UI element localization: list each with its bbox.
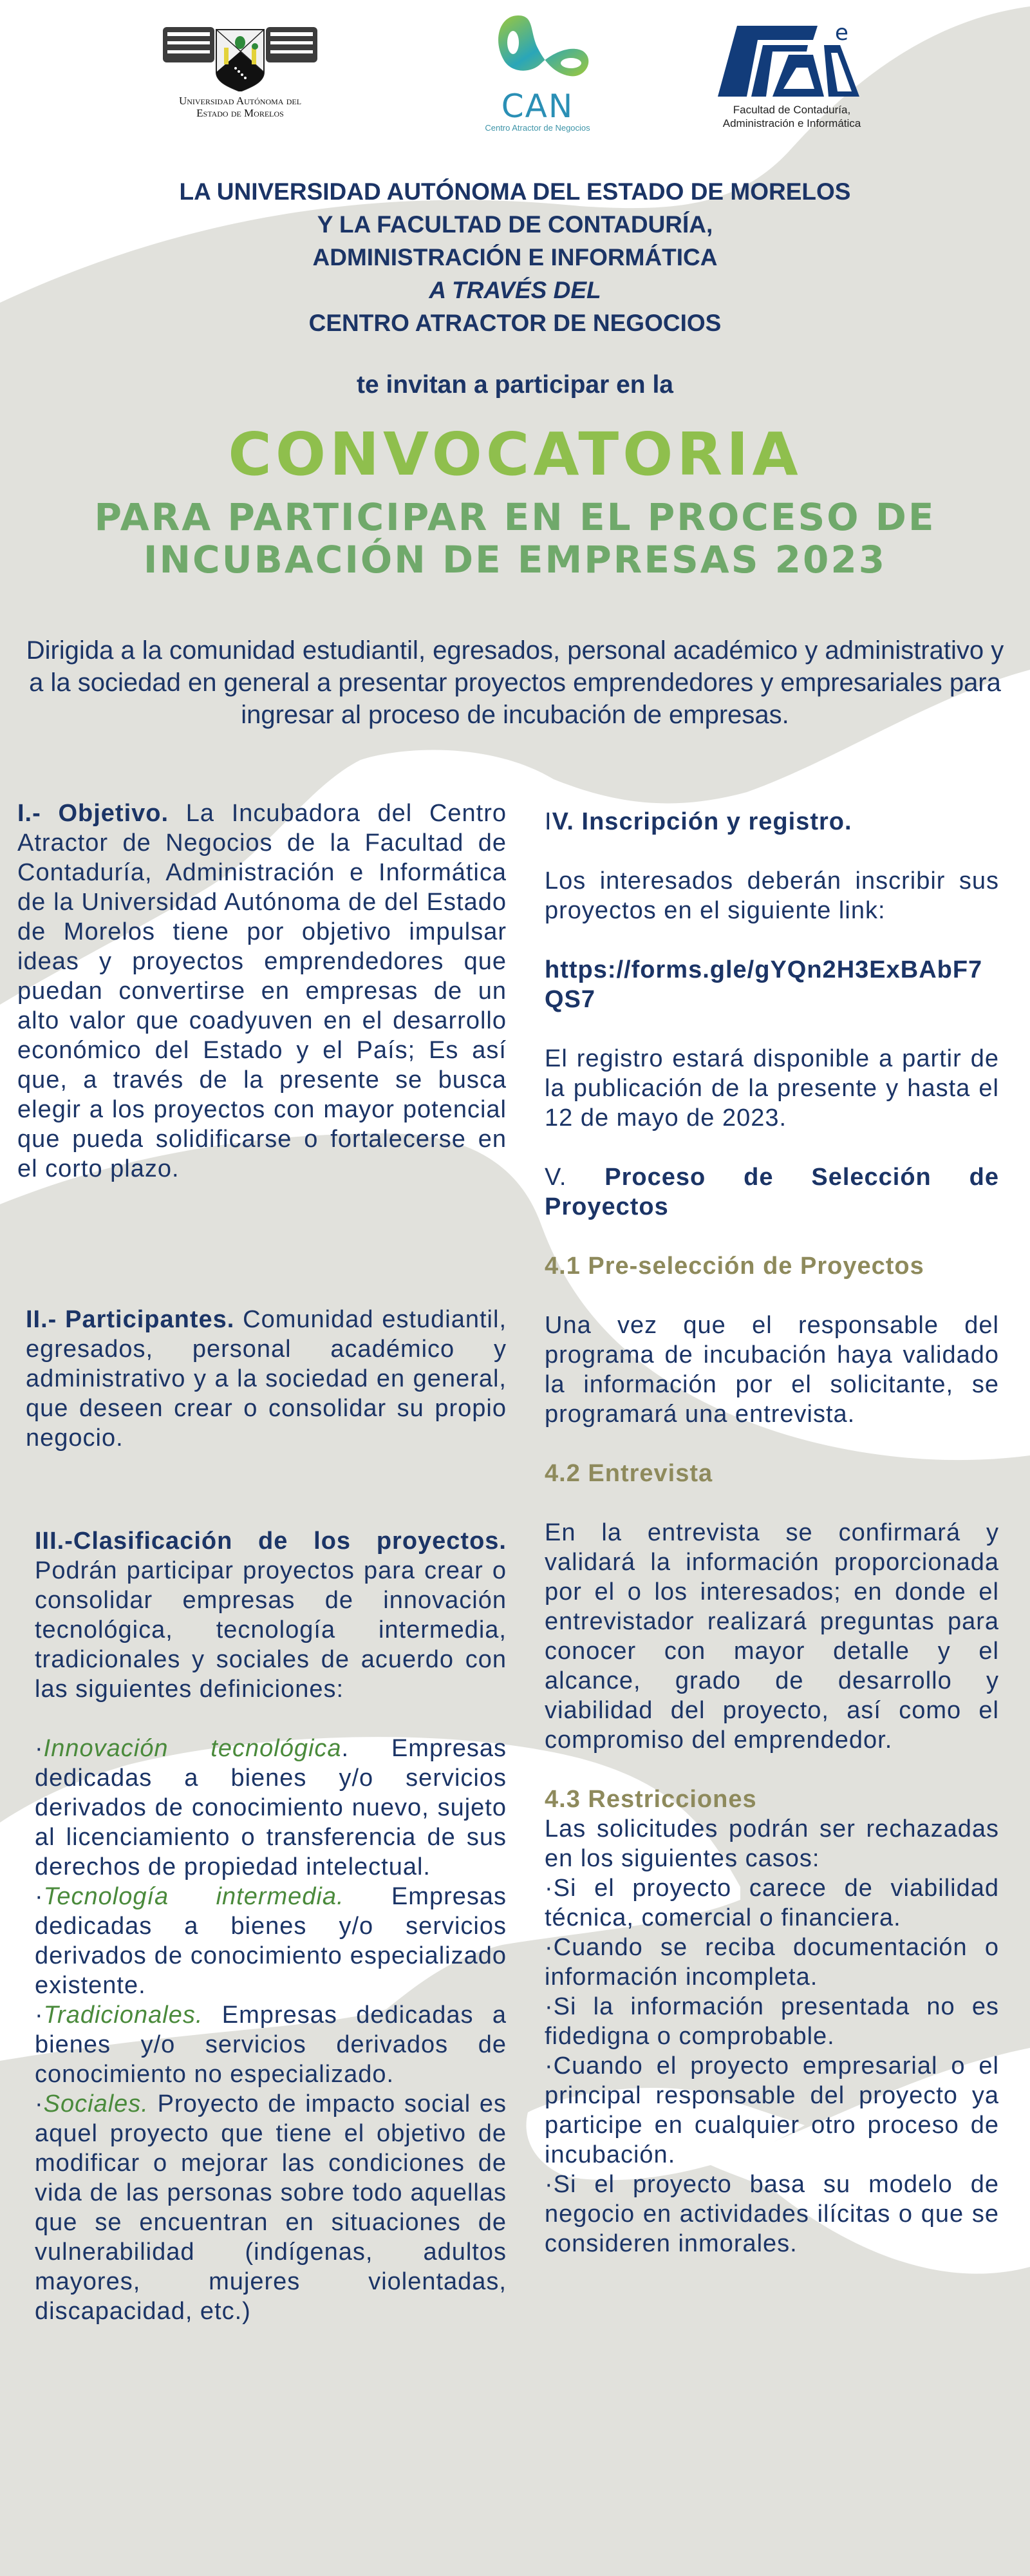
inscripcion-heading: IV. Inscripción y registro. [545, 808, 852, 835]
registration-link[interactable]: https://forms.gle/gYQn2H3ExBAbF7QS7 [545, 956, 983, 1013]
header-line-4: A TRAVÉS DEL [429, 277, 601, 303]
clasificacion-body: Podrán participar proyectos para crear o consolidar empresas de innovación tecnológica, tecnología intermedia, tradicionales y sociales de acuerdo con las siguientes definiciones: [35, 1557, 507, 1703]
objetivo-heading: I.- Objetivo. [17, 800, 169, 827]
list-item: ·Si el proyecto basa su modelo de negocio en actividades ilícitas o que se consideren inmorales. [545, 2171, 999, 2257]
fcaei-caption: Facultad de Contaduría, Administración e Informática [722, 104, 861, 129]
section-objetivo [17, 799, 507, 1184]
can-caption: Centro Atractor de Negocios [485, 123, 590, 133]
can-logo [473, 9, 602, 131]
can-wordmark: CAN [501, 88, 574, 125]
fcaei-mark-icon [711, 19, 872, 100]
list-item: ·Tecnología intermedia. Empresas dedicadas a bienes y/o servicios derivados de conocimiento especializado existente. [35, 1883, 507, 1999]
seleccion-heading: V. Proceso de Selección de Proyectos [545, 1164, 999, 1220]
subtitle-line-1: PARA PARTICIPAR EN EL PROCESO DE [94, 495, 936, 539]
uaem-logo [160, 21, 321, 124]
list-item: ·Cuando se reciba documentación o información incompleta. [545, 1934, 999, 1991]
invite-text: te invitan a participar en la [357, 371, 673, 399]
fcaei-logo [711, 19, 872, 132]
header-line-2: Y LA FACULTAD DE CONTADURÍA, [317, 211, 713, 238]
institution-header [0, 175, 1030, 339]
term-innovacion: Innovación tecnológica [43, 1735, 342, 1762]
page-title: CONVOCATORIA [228, 420, 802, 489]
preseleccion-heading: 4.1 Pre-selección de Proyectos [545, 1253, 924, 1280]
header-line-5: CENTRO ATRACTOR DE NEGOCIOS [308, 310, 722, 336]
inscripcion-body: Los interesados deberán inscribir sus proyectos en el siguiente link: [545, 867, 999, 924]
uaem-name: Universidad Autónoma del Estado de Morelos [178, 95, 302, 119]
list-item: ·Sociales. Proyecto de impacto social es aquel proyecto que tiene el objetivo de modificar o mejorar las condiciones de vida de las personas sobre todo aquellas que se encuentran en situaciones de vulnerabilidad (indígenas, adultos mayores, mujeres violentadas, discapacidad, etc.) [35, 2090, 507, 2325]
registro-disponible: El registro estará disponible a partir de la publicación de la presente y hasta el 12 de mayo de 2023. [545, 1045, 999, 1132]
objetivo-body: La Incubadora del Centro Atractor de Negocios de la Facultad de Contaduría, Administración e Informática de la Universidad Autónoma de del Estado de Morelos tiene por objetivo impulsar ideas y proyectos emprendedores que puedan convertirse en empresas de un alto valor que coadyuven en el desarrollo económico del Estado y el País; Es así que, a través de la presente se busca elegir a los proyectos con mayor potencial que pueda solidificarse o fortalecerse en el corto plazo. [17, 800, 507, 1182]
participantes-heading: II.- Participantes. [26, 1306, 235, 1333]
list-item: ·Cuando el proyecto empresarial o el principal responsable del proyecto ya participe en cualquier otro proceso de incubación. [545, 2052, 999, 2168]
list-item: ·Innovación tecnológica. Empresas dedicadas a bienes y/o servicios derivados de conocimiento nuevo, sujeto al licenciamiento o transferencia de sus derechos de propiedad intelectual. [35, 1735, 507, 1880]
intro-paragraph: Dirigida a la comunidad estudiantil, egresados, personal académico y administrativo y a la sociedad en general a presentar proyectos emprendedores y empresariales para ingresar al proceso de incubación de empresas. [26, 636, 1004, 729]
uaem-crest-icon [160, 21, 321, 91]
svg-text:e: e [835, 20, 848, 46]
page-subtitle [0, 496, 1030, 581]
section-clasificacion [35, 1526, 507, 2326]
list-item: ·Tradicionales. Empresas dedicadas a bienes y/o servicios derivados de conocimiento no especializado. [35, 2002, 507, 2088]
restricciones-body: Las solicitudes podrán ser rechazadas en los siguientes casos: [545, 1815, 999, 1872]
subtitle-line-2: INCUBACIÓN DE EMPRESAS 2023 [143, 538, 887, 582]
section-participantes [26, 1305, 507, 1453]
header-line-1: LA UNIVERSIDAD AUTÓNOMA DEL ESTADO DE MORELOS [179, 178, 851, 205]
clasificacion-heading: III.-Clasificación de los proyectos. [35, 1528, 507, 1555]
can-infinity-icon [473, 9, 602, 86]
term-sociales: Sociales. [43, 2090, 149, 2117]
term-tradicionales: Tradicionales. [43, 2002, 203, 2029]
restricciones-heading: 4.3 Restricciones [545, 1786, 757, 1813]
participantes-body: Comunidad estudiantil, egresados, personal académico y administrativo y a la sociedad en general, que deseen crear o consolidar su propio negocio. [26, 1306, 507, 1452]
entrevista-body: En la entrevista se confirmará y validará la información proporcionada por el o los interesados; en donde el entrevistador realizará preguntas para conocer con mayor detalle y el alcance, grado de desarrollo y viabilidad del proyecto, así como el compromiso del emprendedor. [545, 1519, 999, 1754]
right-column [545, 807, 999, 2259]
list-item: ·Si el proyecto carece de viabilidad técnica, comercial o financiera. [545, 1875, 999, 1931]
preseleccion-body: Una vez que el responsable del programa de incubación haya validado la información por el solicitante, se programará una entrevista. [545, 1312, 999, 1428]
header-line-3: ADMINISTRACIÓN E INFORMÁTICA [312, 244, 718, 270]
list-item: ·Si la información presentada no es fidedigna o comprobable. [545, 1993, 999, 2050]
entrevista-heading: 4.2 Entrevista [545, 1460, 713, 1487]
term-tecnologia-intermedia: Tecnología intermedia. [43, 1883, 344, 1910]
